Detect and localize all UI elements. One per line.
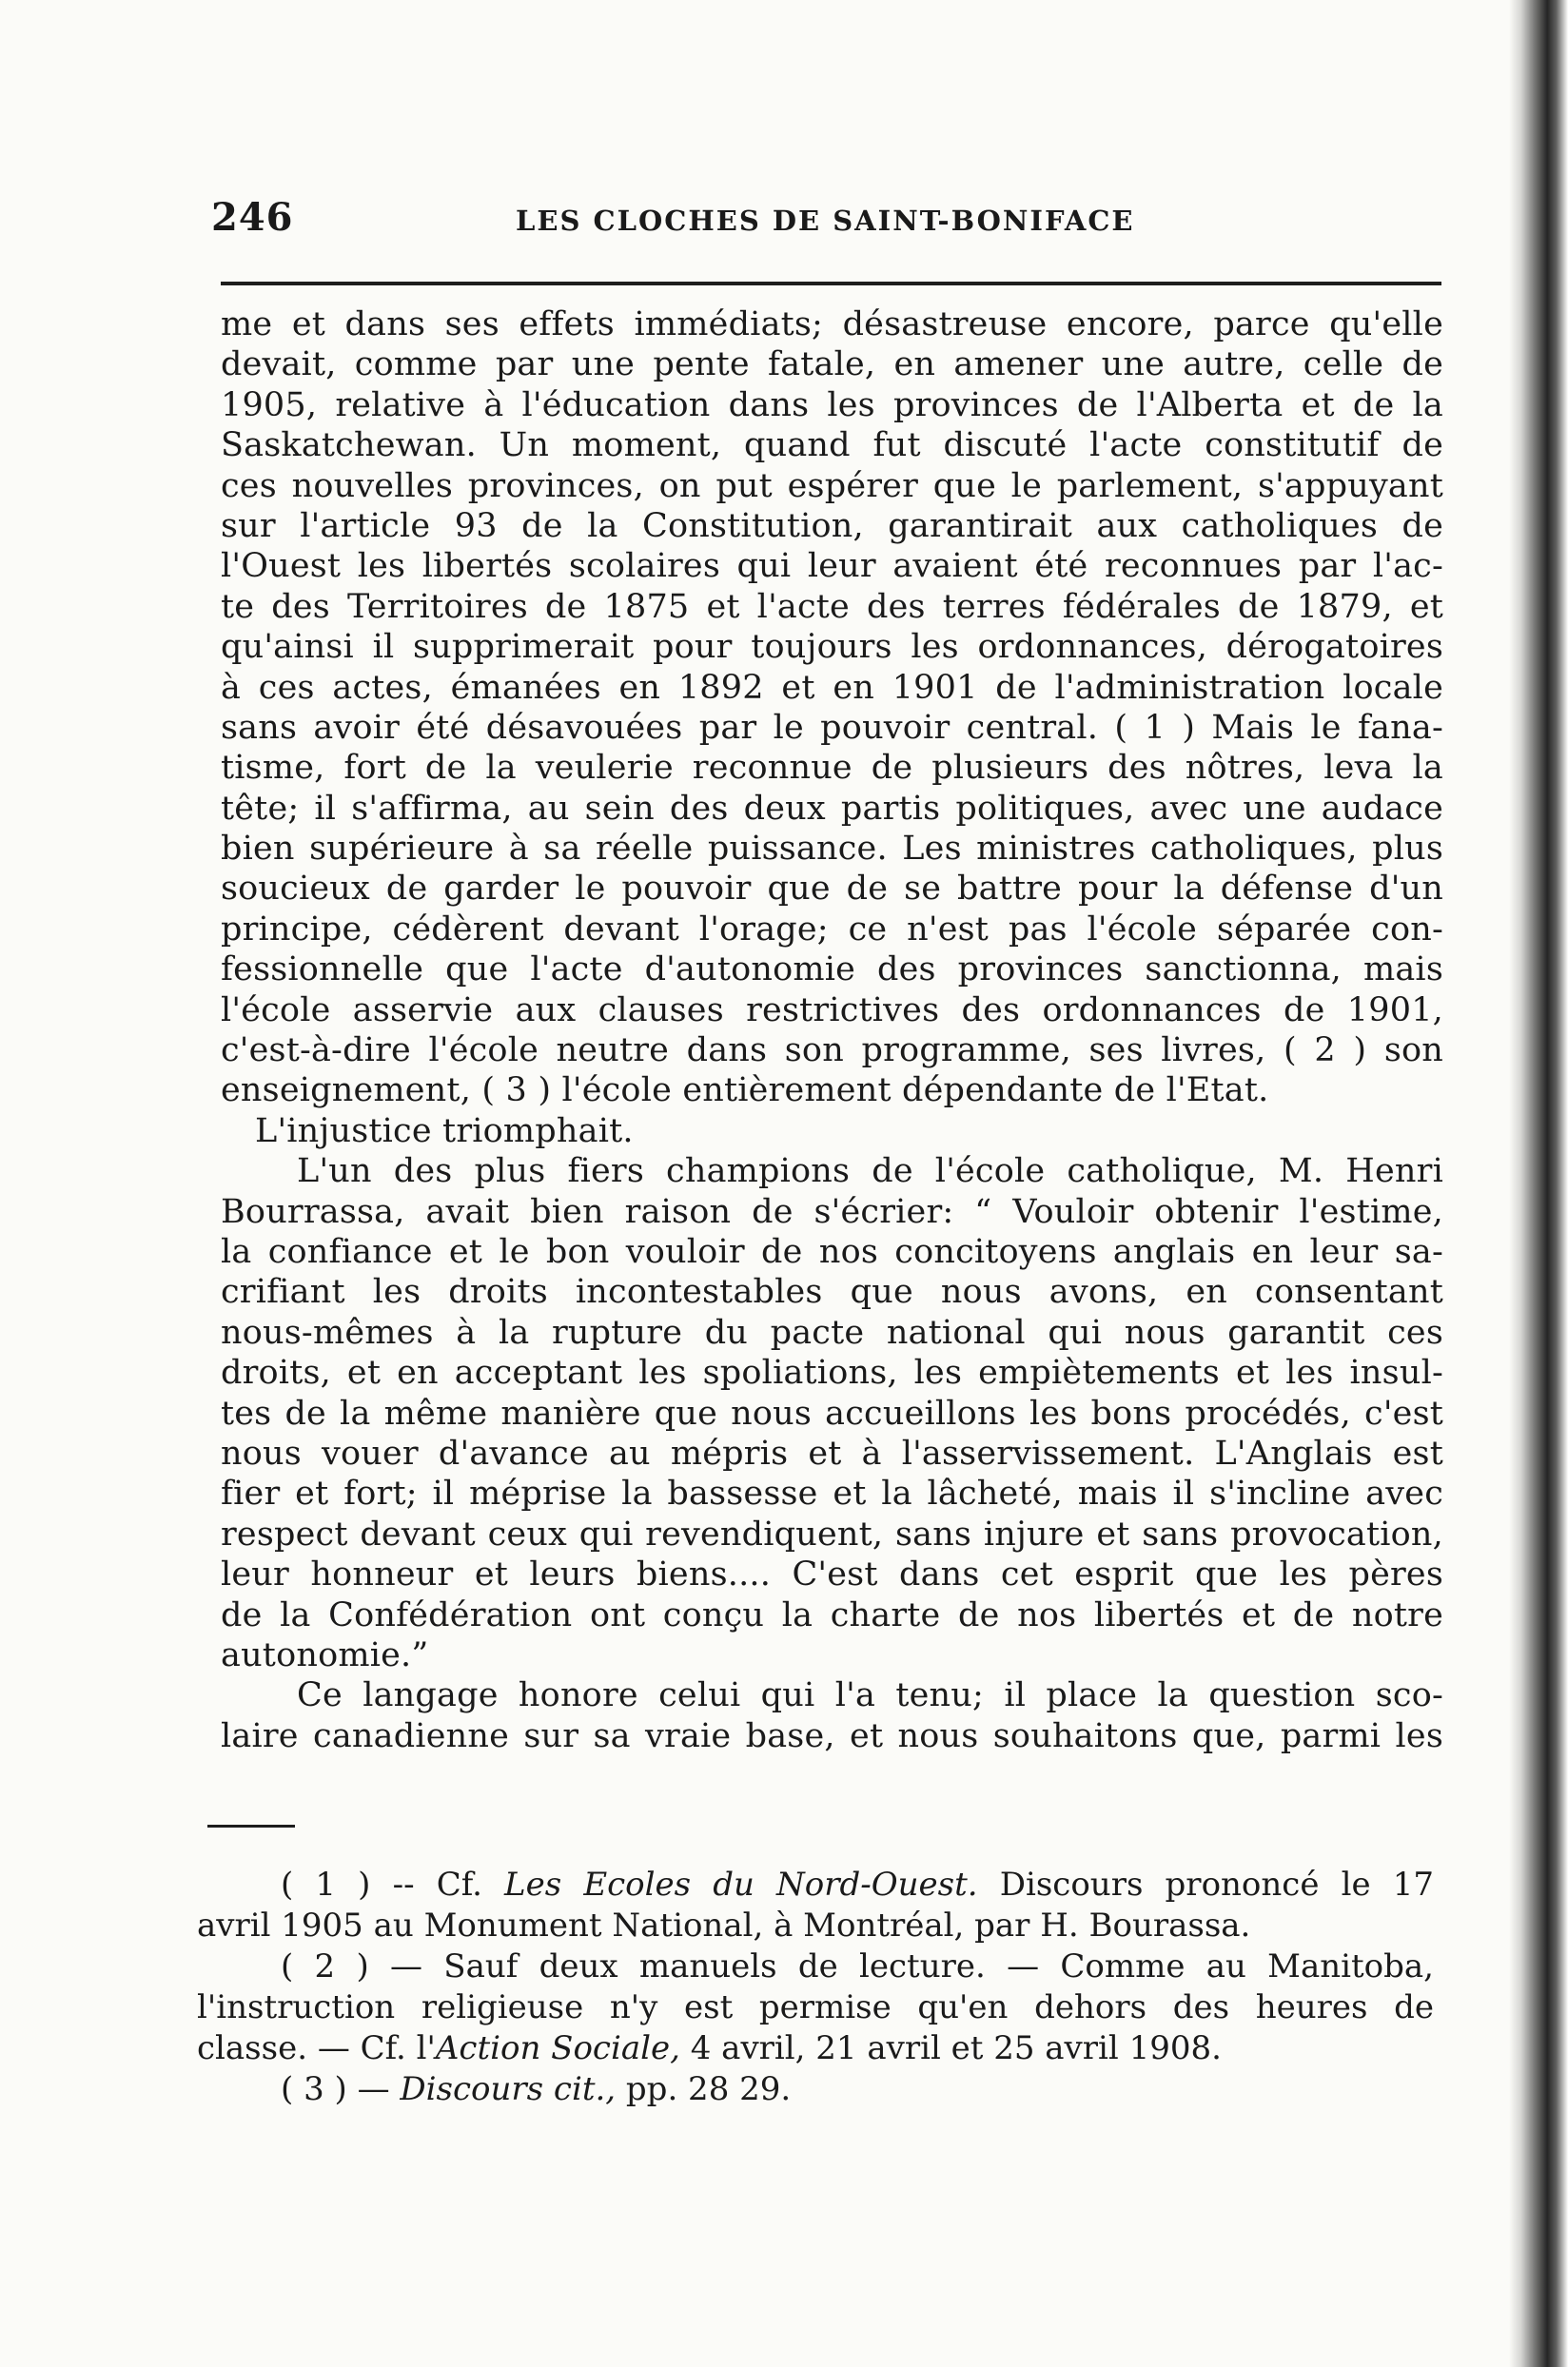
text-line: L'un des plus fiers champions de l'école catholique, M. Henri xyxy=(297,1152,1443,1191)
running-title: LES CLOCHES DE SAINT-BONIFACE xyxy=(516,205,1135,237)
text-line: crifiant les droits incontestables que nous avons, en consentant xyxy=(221,1273,1443,1312)
text-line: Saskatchewan. Un moment, quand fut discuté l'acte constitutif de xyxy=(221,426,1443,465)
text-line: sans avoir été désavouées par le pouvoir central. ( 1 ) Mais le fana- xyxy=(221,708,1443,747)
footnote-2-text: classe. — Cf. l' xyxy=(197,2029,436,2067)
footnote-3-line xyxy=(197,2069,1434,2110)
text-line: l'école asservie aux clauses restrictives des ordonnances de 1901, xyxy=(221,990,1443,1029)
body-text xyxy=(221,304,1443,1756)
text-line: qu'ainsi il supprimerait pour toujours les ordonnances, dérogatoires xyxy=(221,628,1443,667)
text-line: sur l'article 93 de la Constitution, garantirait aux catholiques de xyxy=(221,506,1443,545)
footnote-1-text: Discours prononcé le 17 xyxy=(977,1866,1434,1904)
footnote-1-title: Les Ecoles du Nord-Ouest. xyxy=(504,1866,978,1904)
text-line: Ce langage honore celui qui l'a tenu; il place la question sco- xyxy=(297,1676,1443,1715)
footnote-rule xyxy=(207,1825,295,1828)
text-line: droits, et en acceptant les spoliations, les empiètements et les insul- xyxy=(221,1354,1443,1393)
footnote-1-text: ( 1 ) -- Cf. xyxy=(281,1866,505,1904)
page-number: 246 xyxy=(211,195,294,240)
footnote-3-text: ( 3 ) — xyxy=(281,2070,401,2108)
text-line: la confiance et le bon vouloir de nos concitoyens anglais en leur sa- xyxy=(221,1232,1443,1271)
text-line: l'Ouest les libertés scolaires qui leur avaient été reconnues par l'ac- xyxy=(221,547,1443,586)
footnote-3-title: Discours cit., xyxy=(400,2070,617,2108)
text-line: tisme, fort de la veulerie reconnue de plusieurs des nôtres, leva la xyxy=(221,749,1443,788)
text-line: enseignement, ( 3 ) l'école entièrement dépendante de l'Etat. xyxy=(221,1071,1269,1110)
footnote-2-line xyxy=(197,2028,1434,2069)
footnotes xyxy=(197,1865,1434,2110)
text-line: laire canadienne sur sa vraie base, et nous souhaitons que, parmi les xyxy=(221,1716,1443,1755)
text-line: tes de la même manière que nous accueillons les bons procédés, c'est xyxy=(221,1394,1443,1433)
text-line: te des Territoires de 1875 et l'acte des terres fédérales de 1879, et xyxy=(221,587,1443,626)
binding-edge xyxy=(1509,0,1568,2367)
text-line: de la Confédération ont conçu la charte de nos libertés et de notre xyxy=(221,1595,1443,1634)
header-rule xyxy=(221,282,1441,285)
text-line: devait, comme par une pente fatale, en amener une autre, celle de xyxy=(221,345,1443,384)
text-line: leur honneur et leurs biens.... C'est dans cet esprit que les pères xyxy=(221,1555,1443,1594)
footnote-2-text: 4 avril, 21 avril et 25 avril 1908. xyxy=(679,2029,1222,2067)
text-line: nous-mêmes à la rupture du pacte national qui nous garantit ces xyxy=(221,1313,1443,1352)
text-line: c'est-à-dire l'école neutre dans son programme, ses livres, ( 2 ) son xyxy=(221,1031,1443,1070)
text-line: ces nouvelles provinces, on put espérer que le parlement, s'appuyant xyxy=(221,466,1443,505)
text-line: autonomie.” xyxy=(221,1635,429,1674)
text-line: 1905, relative à l'éducation dans les provinces de l'Alberta et de la xyxy=(221,385,1443,424)
text-line: Bourrassa, avait bien raison de s'écrier: “ Vouloir obtenir l'estime, xyxy=(221,1192,1443,1231)
text-line: nous vouer d'avance au mépris et à l'asservissement. L'Anglais est xyxy=(221,1434,1443,1473)
footnote-3-text: pp. 28 29. xyxy=(616,2070,792,2108)
text-line: tête; il s'affirma, au sein des deux partis politiques, avec une audace xyxy=(221,789,1443,828)
text-line: respect devant ceux qui revendiquent, sans injure et sans provocation, xyxy=(221,1515,1443,1554)
text-line: fessionnelle que l'acte d'autonomie des provinces sanctionna, mais xyxy=(221,950,1443,989)
text-line: bien supérieure à sa réelle puissance. Les ministres catholiques, plus xyxy=(221,830,1443,869)
footnote-1-line: avril 1905 au Monument National, à Montréal, par H. Bourassa. xyxy=(197,1907,1251,1945)
text-line: soucieux de garder le pouvoir que de se battre pour la défense d'un xyxy=(221,870,1443,909)
footnote-2-title: Action Sociale, xyxy=(435,2029,680,2067)
page-header xyxy=(211,195,1448,252)
text-line: fier et fort; il méprise la bassesse et la lâcheté, mais il s'incline avec xyxy=(221,1475,1443,1514)
footnote-2-line: l'instruction religieuse n'y est permise qu'en dehors des heures de xyxy=(197,1988,1434,2026)
text-line-injustice: L'injustice triomphait. xyxy=(255,1111,634,1150)
footnote-2-line: ( 2 ) — Sauf deux manuels de lecture. — Comme au Manitoba, xyxy=(281,1947,1434,1986)
footnote-1-line xyxy=(197,1865,1434,1906)
text-line: principe, cédèrent devant l'orage; ce n'est pas l'école séparée con- xyxy=(221,910,1443,949)
text-line: à ces actes, émanées en 1892 et en 1901 de l'administration locale xyxy=(221,668,1443,707)
text-line: me et dans ses effets immédiats; désastreuse encore, parce qu'elle xyxy=(221,305,1443,343)
